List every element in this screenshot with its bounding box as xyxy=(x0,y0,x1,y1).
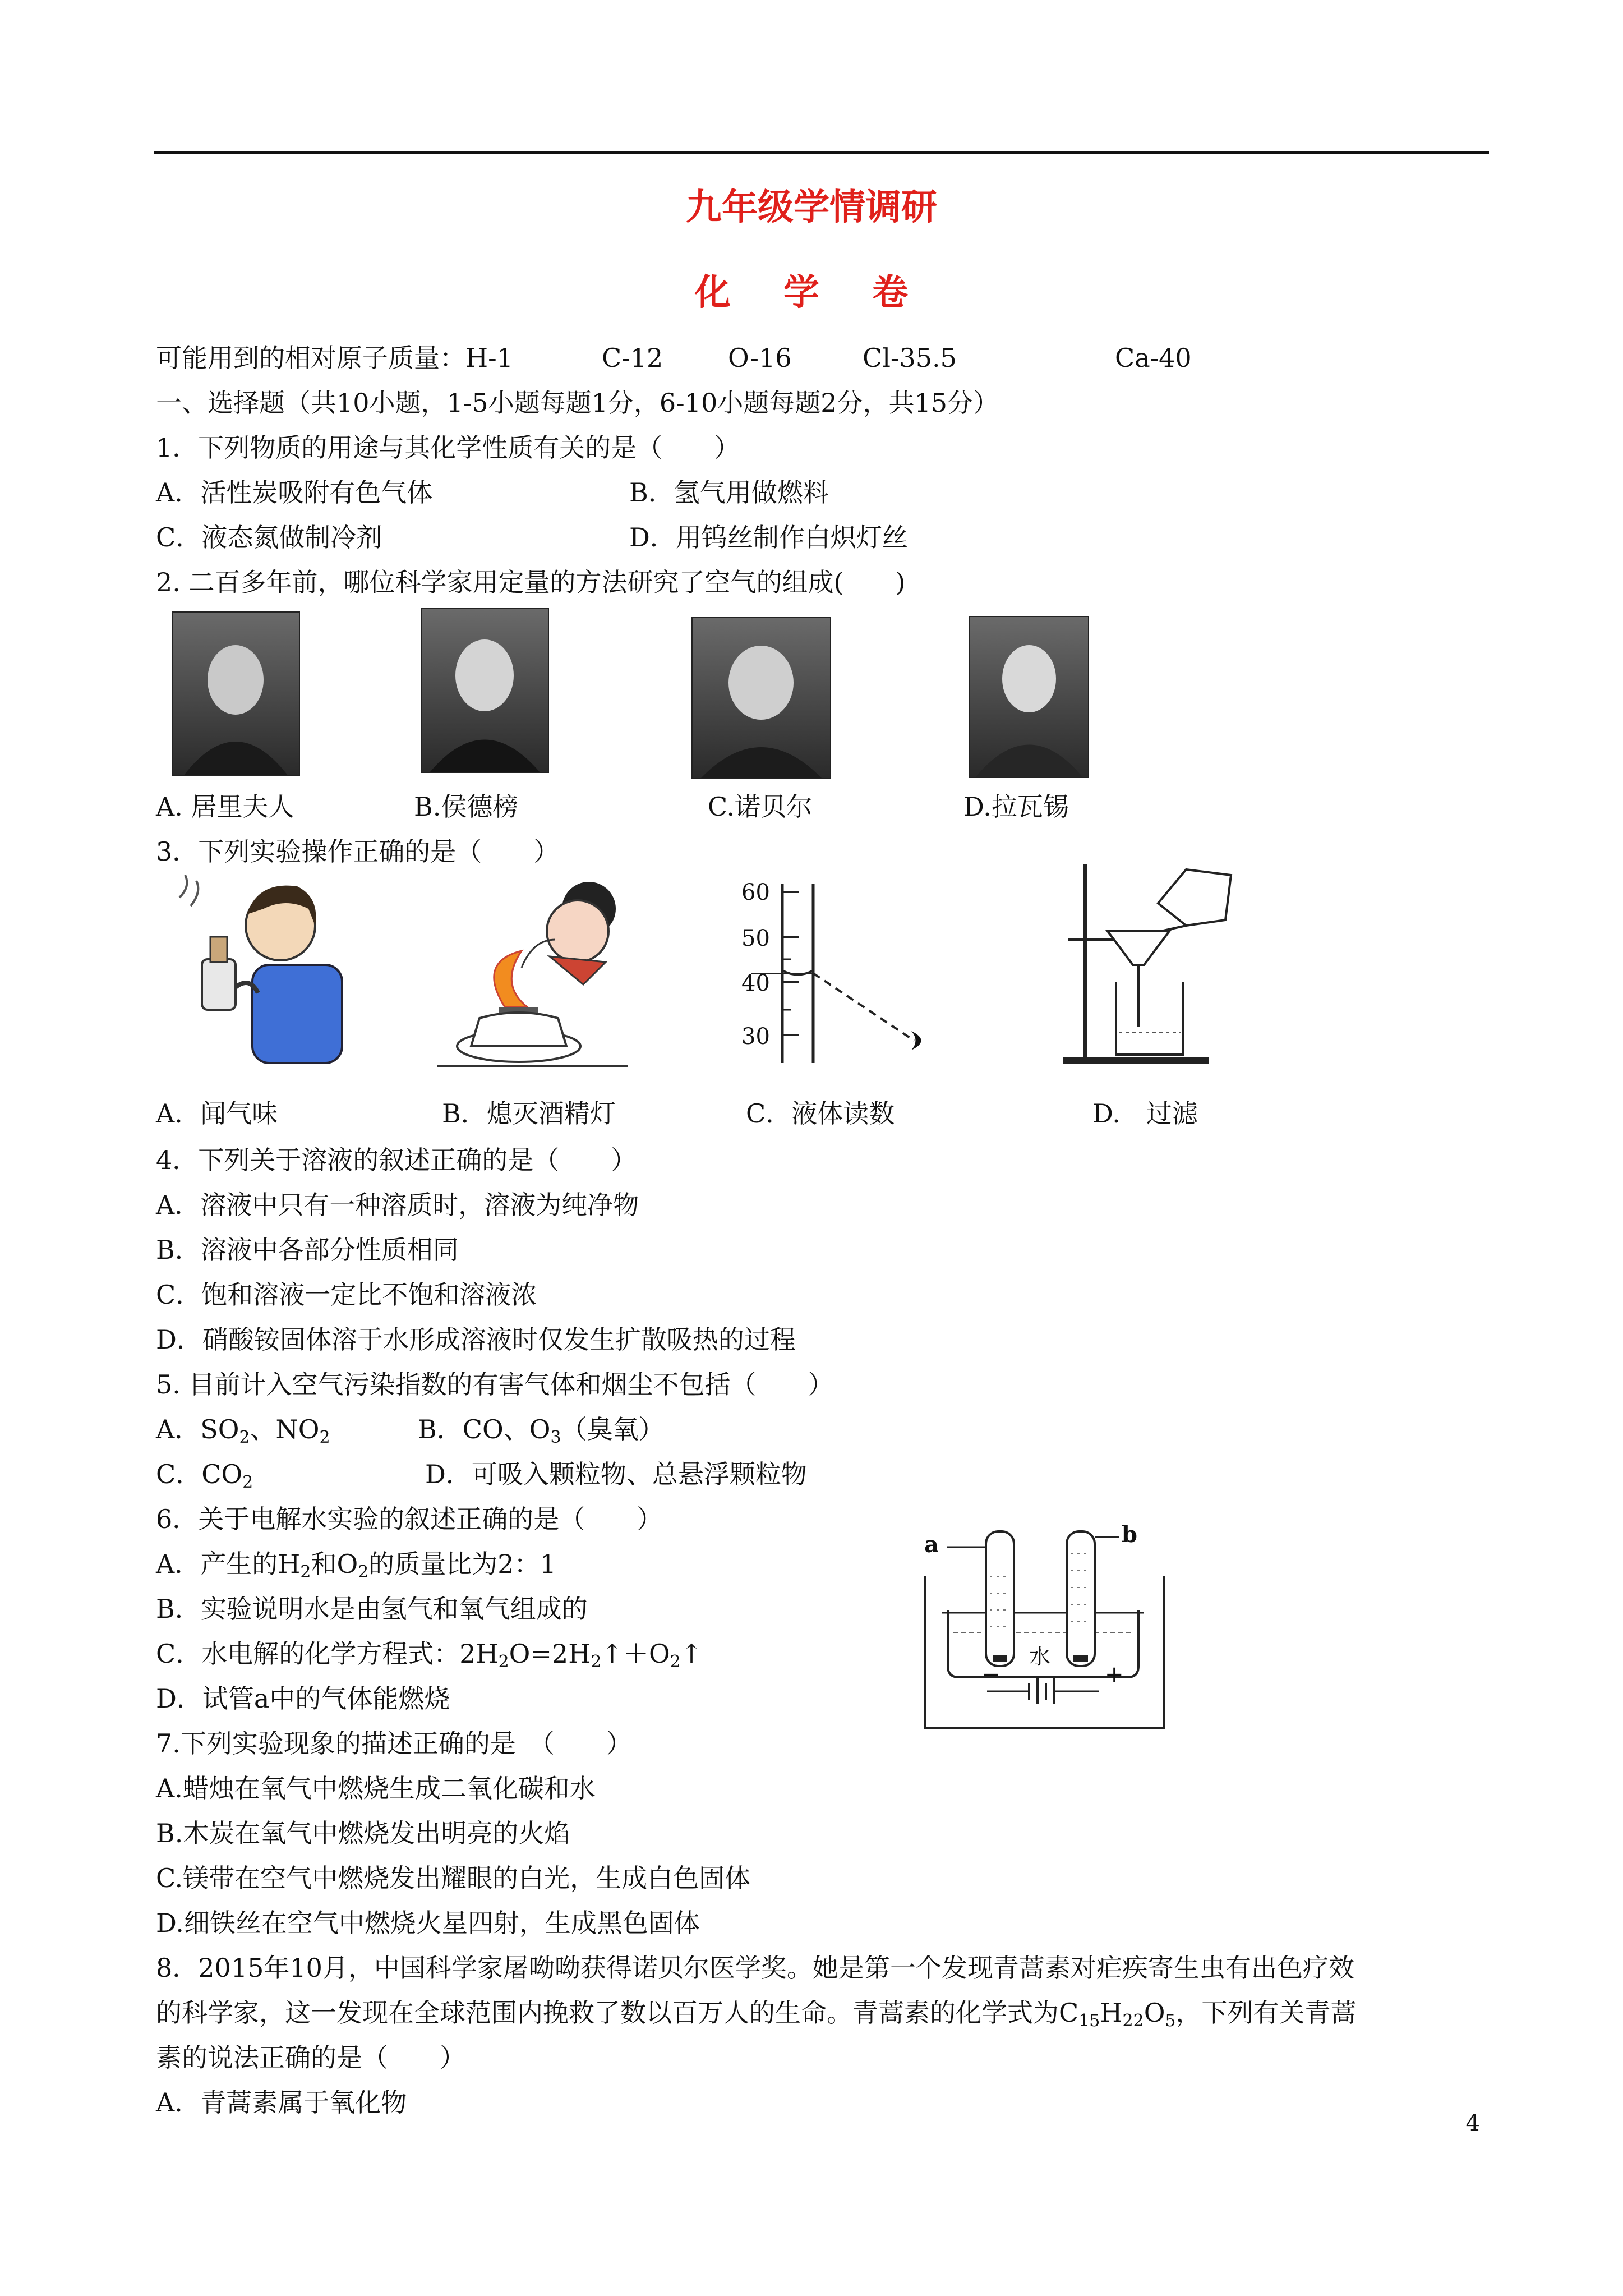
q4-option-d: D．硝酸铵固体溶于水形成溶液时仅发生扩散吸热的过程 xyxy=(156,1324,796,1355)
portrait-nobel xyxy=(691,617,831,779)
water-label: 水 xyxy=(1029,1644,1051,1669)
mass-cl: Cl-35.5 xyxy=(863,343,957,373)
cylinder-tick-30: 30 xyxy=(741,1024,770,1050)
tube-label-b: b xyxy=(1122,1521,1137,1548)
portrait-curie-icon xyxy=(173,613,299,775)
q3-option-b: B．熄灭酒精灯 xyxy=(442,1098,616,1129)
portrait-curie xyxy=(172,611,300,776)
q4-stem: 4．下列关于溶液的叙述正确的是（ ） xyxy=(156,1145,637,1175)
q4-option-a: A．溶液中只有一种溶质时，溶液为纯净物 xyxy=(156,1190,639,1220)
electrolysis-diagram xyxy=(920,1515,1172,1739)
q2-option-d: D.拉瓦锡 xyxy=(963,792,1069,822)
q3-stem: 3．下列实验操作正确的是（ ） xyxy=(156,836,560,867)
q2-option-a: A. 居里夫人 xyxy=(156,792,294,822)
page-subtitle: 化 学 卷 xyxy=(694,272,929,314)
q2-option-b: B.侯德榜 xyxy=(414,792,519,822)
q4-option-c: C．饱和溶液一定比不饱和溶液浓 xyxy=(156,1280,537,1310)
q5-option-d: D．可吸入颗粒物、总悬浮颗粒物 xyxy=(425,1459,807,1489)
q1-option-a: A．活性炭吸附有色气体 xyxy=(156,477,433,508)
electrolysis-apparatus-icon xyxy=(920,1515,1172,1739)
atomic-mass-line xyxy=(156,342,1192,374)
q3-option-a: A．闻气味 xyxy=(156,1098,278,1129)
q8-option-a: A．青蒿素属于氧化物 xyxy=(156,2087,407,2118)
q5-stem: 5. 目前计入空气污染指数的有害气体和烟尘不包括（ ） xyxy=(156,1369,834,1400)
mass-o: O-16 xyxy=(728,343,792,373)
portrait-hou-icon xyxy=(422,609,548,772)
q1-option-b: B．氢气用做燃料 xyxy=(629,477,829,508)
plus-terminal: + xyxy=(1105,1662,1124,1687)
q7-option-d: D.细铁丝在空气中燃烧火星四射，生成黑色固体 xyxy=(156,1908,700,1938)
portrait-lavoisier-icon xyxy=(970,617,1088,777)
q8-line3: 素的说法正确的是（ ） xyxy=(156,2042,465,2073)
q4-option-b: B．溶液中各部分性质相同 xyxy=(156,1235,459,1265)
q8-line2: 的科学家，这一发现在全球范围内挽救了数以百万人的生命。青蒿素的化学式为$C_{15}H_{22}O_5$，下列有关青蒿 xyxy=(156,1998,1357,2031)
section-heading: 一、选择题（共10小题，1-5小题每题1分，6-10小题每题2分，共15分） xyxy=(156,388,999,418)
header-rule xyxy=(154,151,1489,154)
smelling-gas-illustration xyxy=(168,875,348,1066)
q6-option-c: C．水电解的化学方程式：$2H_2O=2H_2↑+O_2↑$ xyxy=(156,1639,703,1672)
q6-option-d: D．试管a中的气体能燃烧 xyxy=(156,1683,450,1714)
q7-stem: 7.下列实验现象的描述正确的是 （ ） xyxy=(156,1728,632,1759)
q1-stem: 1．下列物质的用途与其化学性质有关的是（ ） xyxy=(156,432,740,463)
alcohol-lamp-illustration xyxy=(437,878,628,1069)
q6-option-b: B．实验说明水是由氢气和氧气组成的 xyxy=(156,1594,588,1624)
minus-terminal: − xyxy=(981,1662,1000,1687)
graduated-cylinder-illustration xyxy=(729,881,965,1066)
portrait-hou xyxy=(421,608,549,773)
cylinder-tick-60: 60 xyxy=(741,880,770,905)
q8-line1: 8．2015年10月，中国科学家屠呦呦获得诺贝尔医学奖。她是第一个发现青蒿素对疟疾寄生虫有出色疗效 xyxy=(156,1953,1354,1983)
mass-h: H-1 xyxy=(465,343,513,373)
q6-stem: 6．关于电解水实验的叙述正确的是（ ） xyxy=(156,1504,663,1534)
q7-option-c: C.镁带在空气中燃烧发出耀眼的白光，生成白色固体 xyxy=(156,1863,751,1893)
atomic-mass-label: 可能用到的相对原子质量： xyxy=(156,343,465,373)
portrait-nobel-icon xyxy=(693,618,830,778)
tube-label-a: a xyxy=(924,1531,939,1558)
portrait-lavoisier xyxy=(969,616,1089,778)
page-title: 九年级学情调研 xyxy=(686,187,937,228)
cylinder-tick-40: 40 xyxy=(741,970,770,996)
mass-ca: Ca-40 xyxy=(1115,343,1192,373)
q2-stem: 2. 二百多年前，哪位科学家用定量的方法研究了空气的组成( ) xyxy=(156,567,906,597)
q7-option-a: A.蜡烛在氧气中燃烧生成二氧化碳和水 xyxy=(156,1773,596,1803)
q3-option-d: D. 过滤 xyxy=(1092,1098,1198,1129)
q7-option-b: B.木炭在氧气中燃烧发出明亮的火焰 xyxy=(156,1818,570,1848)
q2-option-c: C.诺贝尔 xyxy=(708,792,813,822)
filtration-illustration xyxy=(1063,847,1253,1066)
q5-option-c: C．$CO_2$ xyxy=(156,1459,253,1492)
page-number: 4 xyxy=(1465,2110,1480,2136)
q5-option-a: A．$SO_2$、$NO_2$ xyxy=(156,1414,330,1447)
cylinder-tick-50: 50 xyxy=(741,926,770,951)
q1-option-c: C．液态氮做制冷剂 xyxy=(156,522,382,553)
q1-option-d: D．用钨丝制作白炽灯丝 xyxy=(629,522,908,553)
mass-c: C-12 xyxy=(602,343,663,373)
q5-option-b: B．CO、$O_3$（臭氧） xyxy=(418,1414,665,1447)
q6-option-a: A．产生的$H_2$和$O_2$的质量比为2：1 xyxy=(156,1549,556,1582)
q3-option-c: C．液体读数 xyxy=(746,1098,895,1129)
